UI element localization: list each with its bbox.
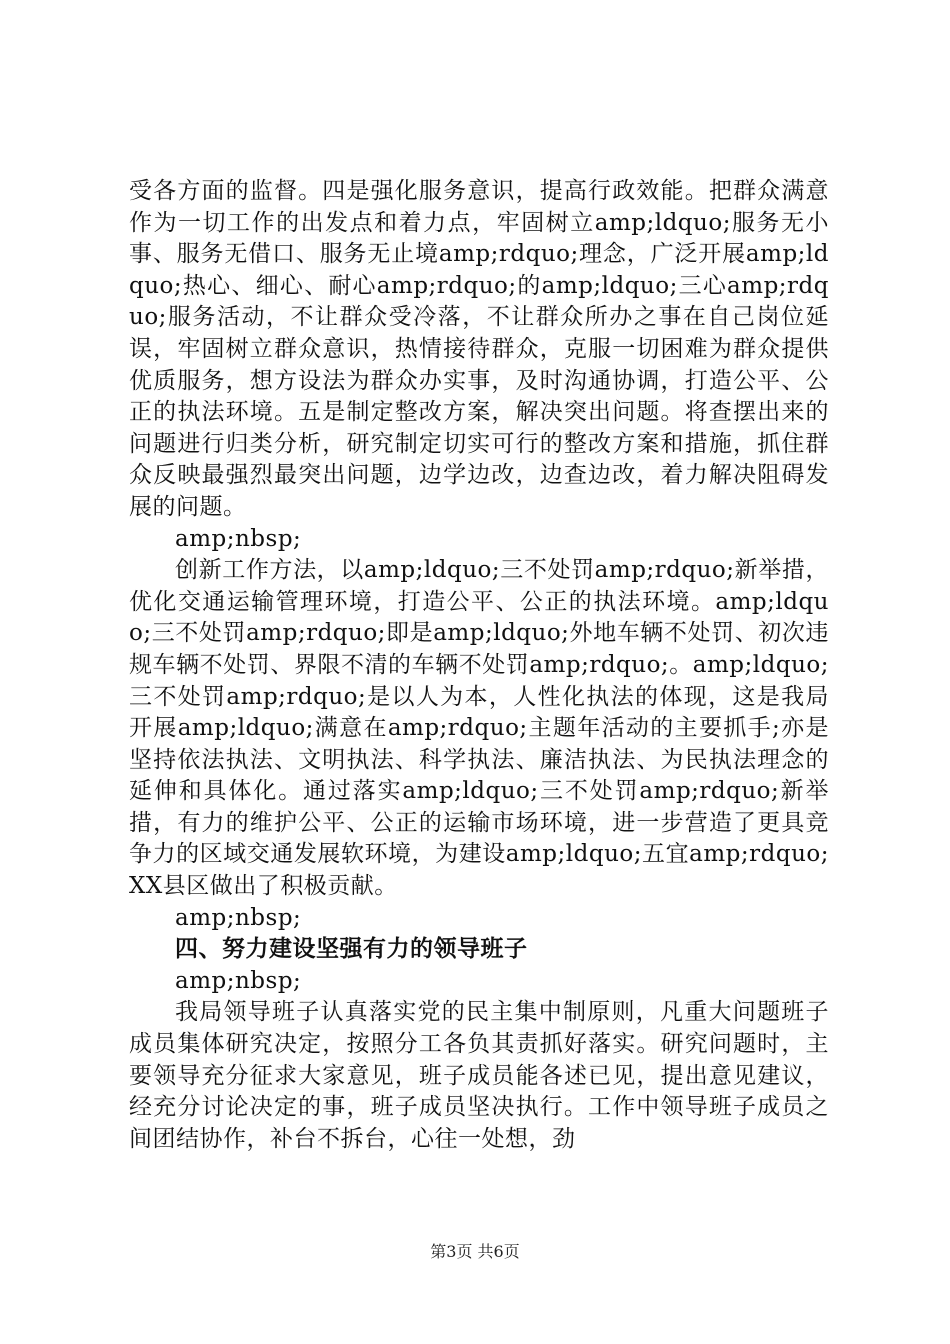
paragraph-service-awareness: 受各方面的监督。四是强化服务意识，提高行政效能。把群众满意作为一切工作的出发点和着力点，牢固树立amp;ldquo;服务无小事、服务无借口、服务无止境amp;rdquo;理念，广泛开展amp;ldquo;热心、细心、耐心amp;rdquo;的amp;ldquo;三心amp;rdquo;服务活动，不让群众受冷落，不让群众所办之事在自己岗位延误，牢固树立群众意识，热情接待群众，克服一切困难为群众提供优质服务，想方设法为群众办实事，及时沟通协调，打造公平、公正的执法环境。五是制定整改方案，解决突出问题。将查摆出来的问题进行归类分析，研究制定切实可行的整改方案和措施，抓住群众反映最强烈最突出问题，边学边改，边查边改，着力解决阻碍发展的问题。 xyxy=(129,178,829,520)
paragraph-leadership: 我局领导班子认真落实党的民主集中制原则，凡重大问题班子成员集体研究决定，按照分工各负其责抓好落实。研究问题时，主要领导充分征求大家意见，班子成员能各述已见，提出意见建议，经充分讨论决定的事，班子成员坚决执行。工作中领导班子成员之间团结协作，补台不拆台，心往一处想，劲 xyxy=(129,999,829,1152)
document-body xyxy=(129,176,829,1155)
paragraph-work-method: 创新工作方法，以amp;ldquo;三不处罚amp;rdquo;新举措，优化交通运输管理环境，打造公平、公正的执法环境。amp;ldquo;三不处罚amp;rdquo;即是amp;ldquo;外地车辆不处罚、初次违规车辆不处罚、界限不清的车辆不处罚amp;rdquo;。amp;ldquo;三不处罚amp;rdquo;是以人为本，人性化执法的体现，这是我局开展amp;ldquo;满意在amp;rdquo;主题年活动的主要抓手;亦是坚持依法执法、文明执法、科学执法、廉洁执法、为民执法理念的延伸和具体化。通过落实amp;ldquo;三不处罚amp;rdquo;新举措，有力的维护公平、公正的运输市场环境，进一步营造了更具竞争力的区域交通发展软环境，为建设amp;ldquo;五宜amp;rdquo;XX县区做出了积极贡献。 xyxy=(129,557,829,900)
paragraph-nbsp-1: amp;nbsp; xyxy=(175,525,302,552)
paragraph-nbsp-2: amp;nbsp; xyxy=(175,904,302,931)
section-heading-leadership: 四、努力建设坚强有力的领导班子 xyxy=(175,936,528,963)
paragraph-nbsp-3: amp;nbsp; xyxy=(175,967,302,994)
page-number-footer: 第3页 共6页 xyxy=(430,1242,520,1261)
